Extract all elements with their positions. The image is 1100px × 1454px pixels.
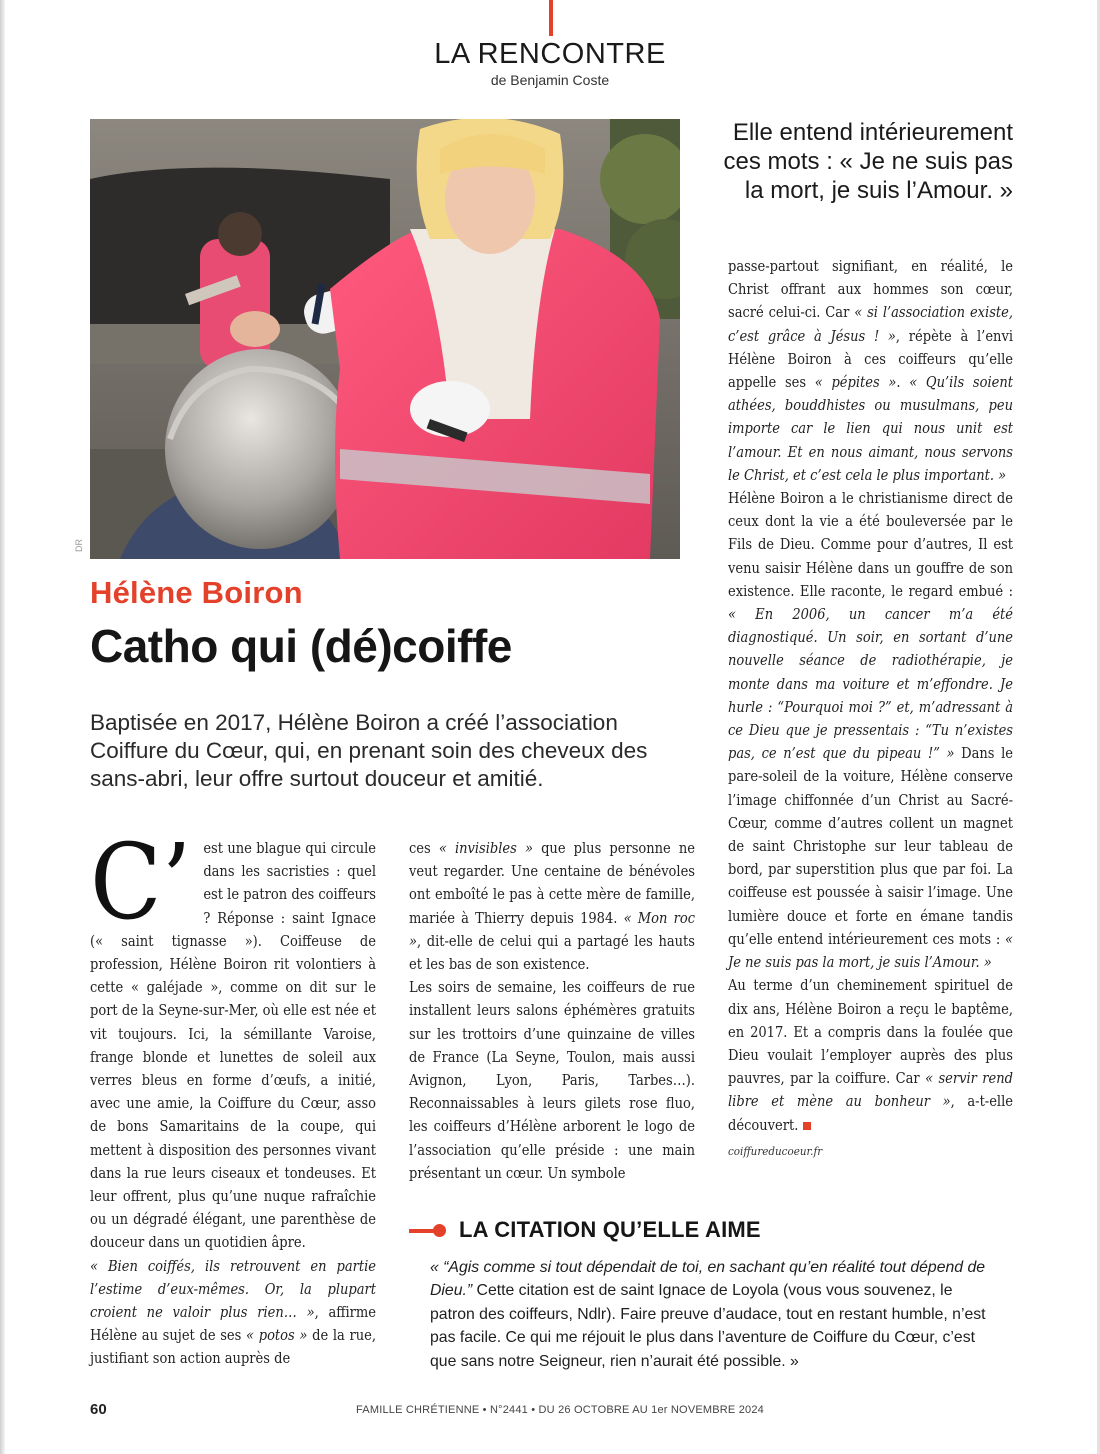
magazine-footer: FAMILLE CHRÉTIENNE • N°2441 • DU 26 OCTOBRE AU 1er NOVEMBRE 2024 xyxy=(356,1404,764,1416)
rubric-title: LA RENCONTRE xyxy=(434,38,666,70)
article-photo xyxy=(90,119,680,559)
photo-credit: DR xyxy=(74,539,84,552)
article-column-3 xyxy=(728,256,1013,1163)
pull-quote: Elle entend intérieurement ces mots : « Je ne suis pas la mort, je suis l’Amour. » xyxy=(723,119,1013,204)
article-column-2 xyxy=(409,838,695,1186)
subject-name: Hélène Boiron xyxy=(90,575,303,610)
header-accent-line xyxy=(549,0,553,36)
citation-line-icon xyxy=(409,1229,435,1233)
paragraph: ces « invisibles » que plus personne ne veut regarder. Une centaine de bénévoles ont emboîté le pas à cette mère de famille, mariée à Thierry depuis 1984. « Mon roc », dit-elle de celui qui a partagé les hauts et les bas de son existence. xyxy=(409,841,696,974)
citation-title: LA CITATION QU’ELLE AIME xyxy=(459,1217,761,1242)
headline: Catho qui (dé)coiffe xyxy=(90,620,512,672)
citation-header xyxy=(409,1218,1029,1248)
source-link[interactable]: coiffureducoeur.fr xyxy=(728,1143,823,1158)
citation-text: « “Agis comme si tout dépendait de toi, en sachant qu’en réalité tout dépend de Dieu.” Cette citation est de saint Ignace de Loyola (vous vous souvenez, le patron des coiffeurs, Ndlr). Faire preuve d’audace, tout en restant humble, n’est pas facile. Ce qui me réjouit le plus dans l’aventure de Coiffure du Cœur, c’est que sans notre Seigneur, rien n’aurait été possible. » xyxy=(430,1259,986,1370)
page-number: 60 xyxy=(90,1401,107,1418)
byline: de Benjamin Coste xyxy=(490,72,610,88)
standfirst: Baptisée en 2017, Hélène Boiron a créé l’association Coiffure du Cœur, qui, en prenant soin des cheveux des sans-abri, leur offre surtout douceur et amitié. xyxy=(90,710,648,791)
citation-dot-icon xyxy=(433,1224,446,1237)
paragraph: « Bien coiffés, ils retrouvent en partie l’estime d’eux-mêmes. Or, la plupart croient ne valoir plus rien… », affirme Hélène au sujet de ses « potos » de la rue, justifiant son action auprès de xyxy=(90,1258,376,1368)
paragraph: est une blague qui circule dans les sacristies : quel est le patron des coiffeurs ? Réponse : saint Ignace (« saint tignasse »). Coiffeuse de profession, Hélène Boiron rit volontiers à cette « galéjade », comme on dit sur le port de la Seyne-sur-Mer, où elle est née et vit toujours. Ici, la sémillante Varoise, frange blonde et lunettes de soleil aux verres bleus en forme d’œufs, a initié, avec une amie, la Coiffure du Cœur, asso de bons Samaritains de la coupe, qui mettent à disposition des personnes vivant dans la rue leurs ciseaux et tondeuses. Et leur offrent, plus qu’une nuque rafraîchie ou un dégradé élégant, une parenthèse de douceur dans un quotidien âpre. xyxy=(90,841,376,1252)
paragraph: Les soirs de semaine, les coiffeurs de rue installent leurs salons éphémères gratuits sur les trottoirs d’une quinzaine de villes de France (La Seyne, Toulon, mais aussi Avignon, Lyon, Paris, Tarbes…). Reconnaissables à leurs gilets rose fluo, les coiffeurs d’Hélène arborent le logo de l’association qu’elle préside : une main présentant un cœur. Un symbole xyxy=(409,980,695,1182)
page-edge-shadow xyxy=(0,0,5,1454)
article-column-1 xyxy=(90,821,376,1372)
paragraph: Hélène Boiron a le christianisme direct de ceux dont la vie a été bouleversée par le Fils de Dieu. Comme pour d’autres, Il est venu saisir Hélène dans un gouffre de son existence. Elle raconte, le regard embué : « En 2006, un cancer m’a été diagnostiqué. Un soir, en sortant d’une nouvelle séance de radiothérapie, je monte dans ma voiture et m’effondre. Je hurle : “Pourquoi moi ?” et, m’adressant à ce Dieu que je pressentais : “Tu n’existes pas, ce n’est que du pipeau !” » Dans le pare-soleil de la voiture, Hélène conserve l’image chiffonnée d’un Christ au Sacré-Cœur, comme d’autres collent un magnet de saint Christophe sur leur tableau de bord, par superstition plus que par foi. La coiffeuse est poussée à saisir l’image. Une lumière douce et forte en émane tandis qu’elle entend intérieurement ces mots : « Je ne suis pas la mort, je suis l’Amour. » xyxy=(728,491,1013,972)
drop-cap: C’ xyxy=(90,821,192,943)
end-mark-icon xyxy=(803,1122,811,1130)
paragraph: passe-partout signifiant, en réalité, le Christ offrant aux hommes son cœur, sacré celui-ci. Car « si l’association existe, c’est grâce à Jésus ! », répète à l’envi Hélène Boiron à ces coiffeurs qu’elle appelle ses « pépites ». « Qu’ils soient athées, bouddhistes ou musulmans, peu importe car le lien qui nous unit est l’amour. Et en nous aimant, nous servons le Christ, et c’est cela le plus important. » xyxy=(728,259,1013,484)
paragraph: Au terme d’un cheminement spirituel de dix ans, Hélène Boiron a reçu le baptême, en 2017. Et a compris dans la foulée que Dieu voulait l’employer auprès des plus pauvres, par la coiffure. Car « servir rend libre et mène au bonheur », a-t-elle découvert. xyxy=(728,978,1013,1134)
